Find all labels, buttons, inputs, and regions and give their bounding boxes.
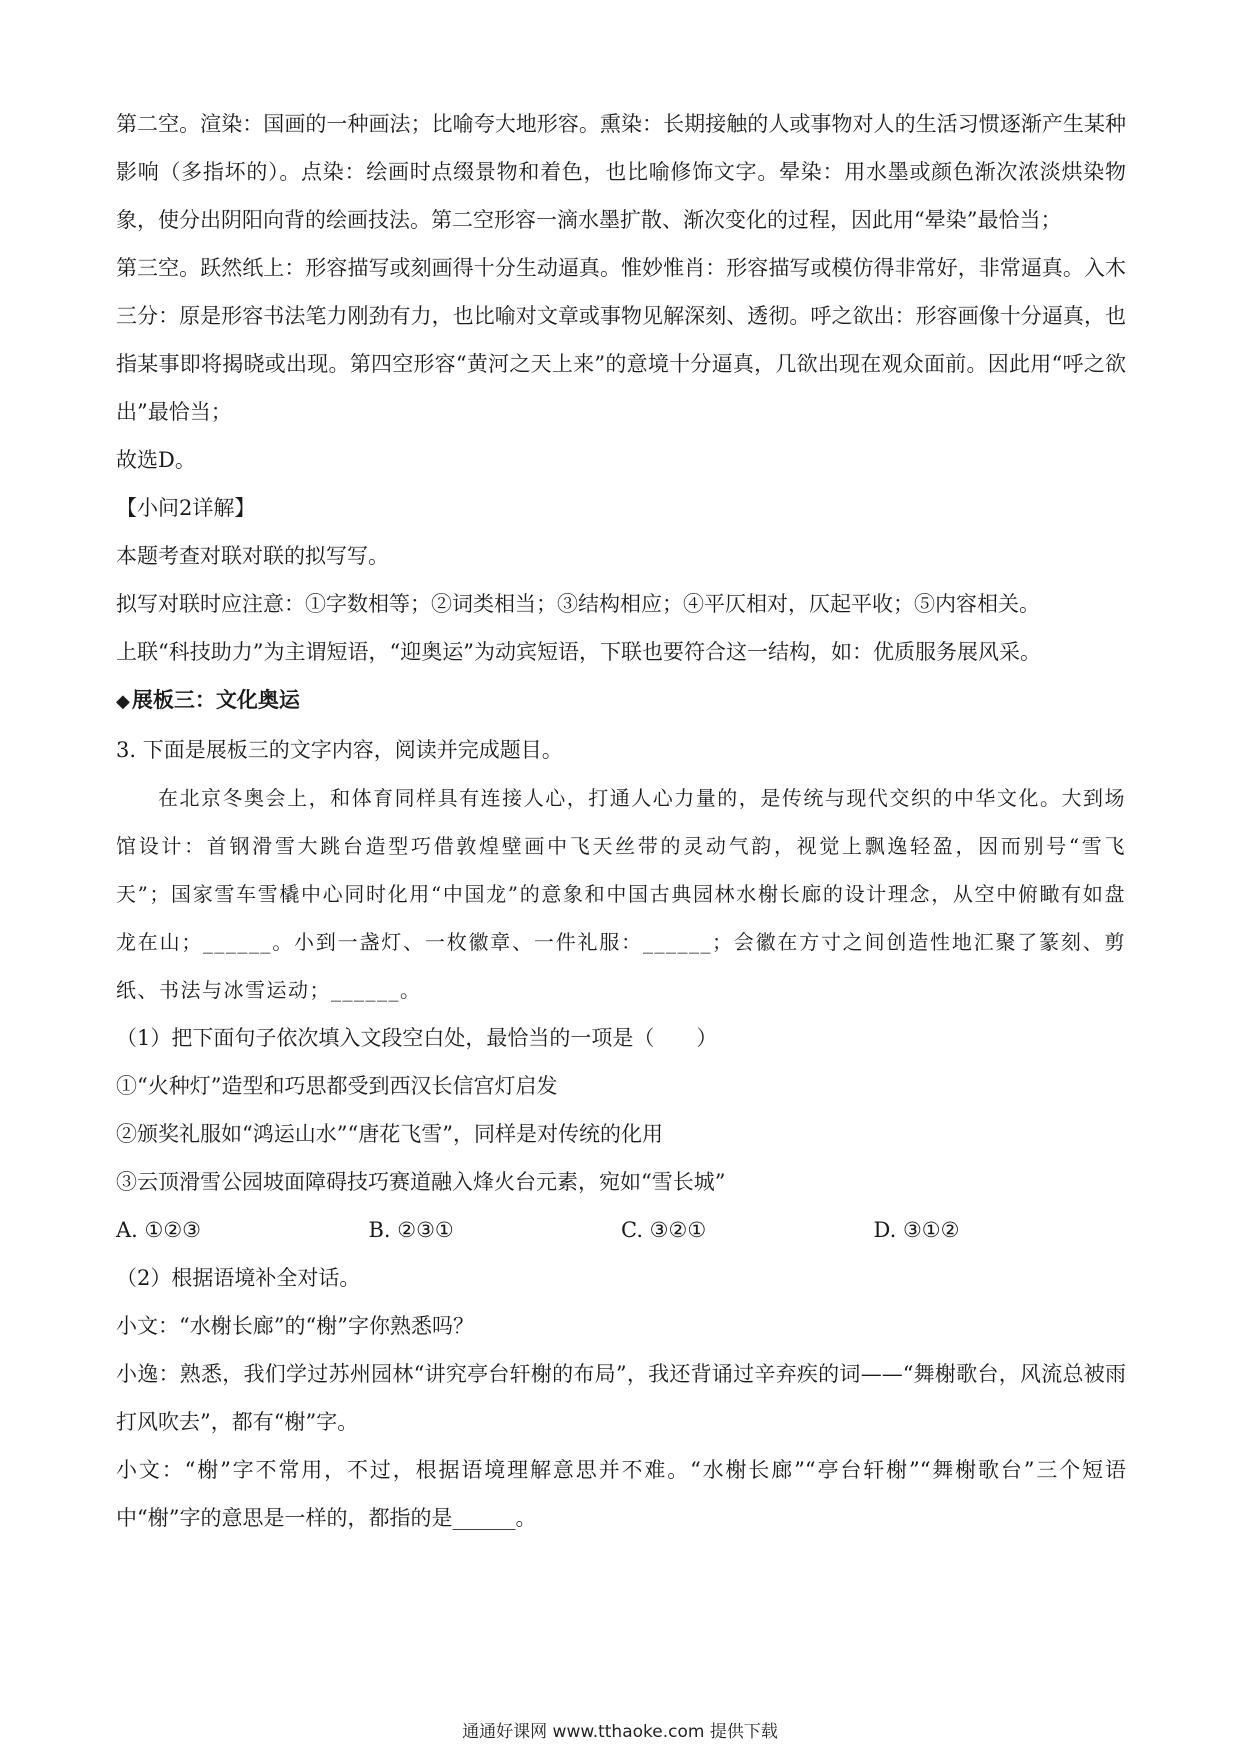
diamond-icon: ◆ — [116, 691, 130, 712]
option-a[interactable]: A. ①②③ — [116, 1218, 201, 1242]
q3-stem: 3. 下面是展板三的文字内容，阅读并完成题目。 — [116, 738, 563, 762]
q2-detail-p1: 本题考查对联对联的拟写写。 — [116, 544, 389, 568]
q3-sentence-3: ③云顶滑雪公园坡面障碍技巧赛道融入烽火台元素，宛如“雪长城” — [116, 1170, 726, 1194]
dialogue-line-2: 小逸：熟悉，我们学过苏州园林“讲究亭台轩榭的布局”，我还背诵过辛弃疾的词——“舞榭歌台，风流总被雨打风吹去”，都有“榭”字。 — [116, 1362, 1126, 1434]
option-b[interactable]: B. ②③① — [368, 1218, 454, 1242]
q3-sub2-stem: （2）根据语境补全对话。 — [116, 1266, 361, 1290]
section-title: 展板三：文化奥运 — [131, 687, 300, 712]
analysis-blank2: 第二空。渲染：国画的一种画法；比喻夸大地形容。熏染：长期接触的人或事物对人的生活习惯逐渐产生某种影响（多指坏的）。点染：绘画时点缀景物和着色，也比喻修饰文字。晕染：用水墨或颜色渐次浓淡烘染物象，使分出阴阳向背的绘画技法。第二空形容一滴水墨扩散、渐次变化的过程，因此用“晕染”最恰当； — [116, 112, 1126, 232]
analysis-blank3: 第三空。跃然纸上：形容描写或刻画得十分生动逼真。惟妙惟肖：形容描写或模仿得非常好，非常逼真。入木三分：原是形容书法笔力刚劲有力，也比喻对文章或事物见解深刻、透彻。呼之欲出：形容画像十分逼真，也指某事即将揭晓或出现。第四空形容“黄河之天上来”的意境十分逼真，几欲出现在观众面前。因此用“呼之欲出”最恰当； — [116, 256, 1126, 424]
analysis-answer: 故选D。 — [116, 448, 196, 472]
dialogue-line-3: 小文：“榭”字不常用，不过，根据语境理解意思并不难。“水榭长廊”“亭台轩榭”“舞榭歌台”三个短语中“榭”字的意思是一样的，都指的是______。 — [116, 1458, 1126, 1530]
q3-sub1-stem: （1）把下面句子依次填入文段空白处，最恰当的一项是（ ） — [116, 1026, 718, 1050]
q3-options — [116, 1206, 1126, 1254]
dialogue-line-1: 小文：“水榭长廊”的“榭”字你熟悉吗？ — [116, 1314, 474, 1338]
footer-watermark: 通通好课网 www.tthaoke.com 提供下载 — [462, 1722, 778, 1742]
section-heading — [116, 676, 1126, 726]
option-c[interactable]: C. ③②① — [621, 1218, 707, 1242]
q2-detail-p3: 上联“科技助力”为主谓短语，“迎奥运”为动宾短语，下联也要符合这一结构，如：优质服务展风采。 — [116, 640, 1041, 664]
q3-sentence-1: ①“火种灯”造型和巧思都受到西汉长信宫灯启发 — [116, 1074, 558, 1098]
q3-passage: 在北京冬奥会上，和体育同样具有连接人心，打通人心力量的，是传统与现代交织的中华文化。大到场馆设计：首钢滑雪大跳台造型巧借敦煌壁画中飞天丝带的灵动气韵，视觉上飘逸轻盈，因而别号“雪飞天”；国家雪车雪橇中心同时化用“中国龙”的意象和中国古典园林水榭长廊的设计理念，从空中俯瞰有如盘龙在山；______。小到一盏灯、一枚徽章、一件礼服：______；会徽在方寸之间创造性地汇聚了篆刻、剪纸、书法与冰雪运动；______。 — [116, 786, 1126, 1002]
q2-detail-title: 【小问2详解】 — [116, 496, 256, 520]
document-page — [116, 100, 1126, 1542]
option-d[interactable]: D. ③①② — [873, 1218, 960, 1242]
q2-detail-p2: 拟写对联时应注意：①字数相等；②词类相当；③结构相应；④平仄相对，仄起平收；⑤内容相关。 — [116, 592, 1040, 616]
q3-sentence-2: ②颁奖礼服如“鸿运山水”“唐花飞雪”，同样是对传统的化用 — [116, 1122, 663, 1146]
